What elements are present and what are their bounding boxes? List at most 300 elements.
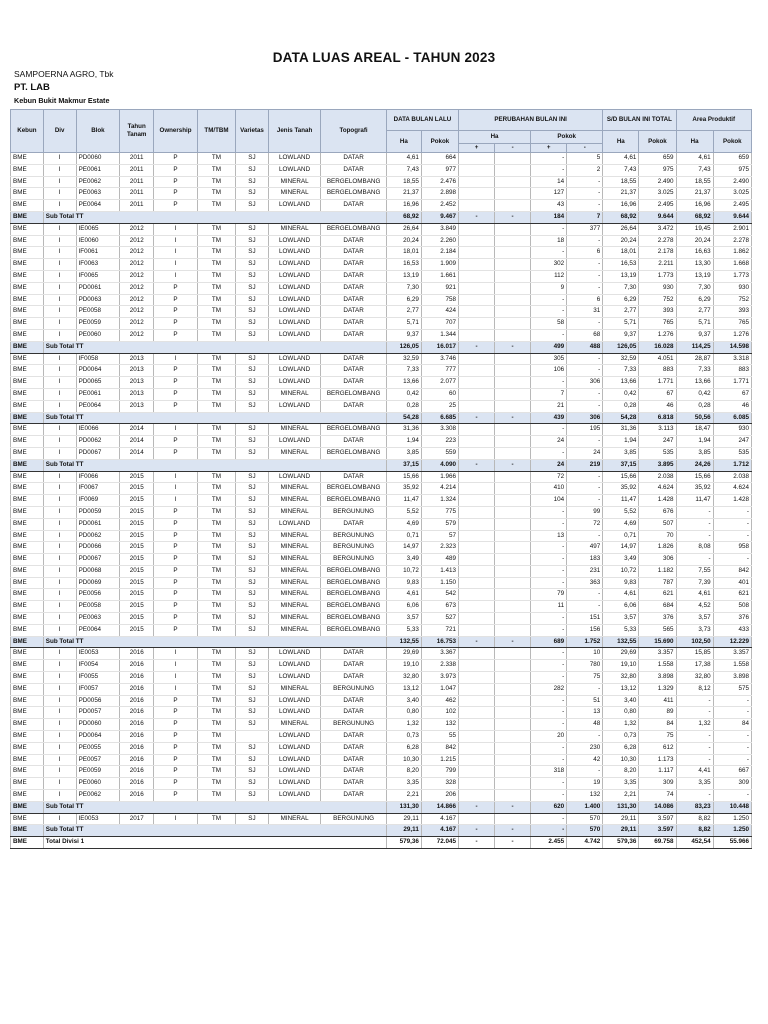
table-cell: 3.597 <box>639 813 676 825</box>
table-cell: 75 <box>639 731 676 743</box>
table-cell: SJ <box>236 388 269 400</box>
table-cell: DATAR <box>321 778 387 790</box>
table-cell: TM <box>197 471 235 483</box>
table-cell: - <box>495 459 531 471</box>
table-cell: 156 <box>567 624 603 636</box>
table-cell: I <box>43 695 76 707</box>
table-cell: P <box>154 778 198 790</box>
table-cell: TM <box>197 200 235 212</box>
table-cell: 4.214 <box>421 483 458 495</box>
table-cell: PE0060 <box>76 778 120 790</box>
table-cell: 2,21 <box>603 790 639 802</box>
table-cell: 4,41 <box>676 766 713 778</box>
table-cell <box>495 707 531 719</box>
table-cell: 20,24 <box>386 235 421 247</box>
table-cell <box>459 648 495 660</box>
table-row <box>11 672 752 684</box>
table-cell: 3,35 <box>386 778 421 790</box>
table-cell <box>495 613 531 625</box>
table-cell: I <box>43 589 76 601</box>
table-cell: I <box>43 495 76 507</box>
table-cell: - <box>531 719 567 731</box>
table-cell: 42 <box>567 754 603 766</box>
table-cell: - <box>459 341 495 353</box>
table-cell: - <box>567 235 603 247</box>
table-cell <box>459 742 495 754</box>
table-cell: 4,69 <box>603 518 639 530</box>
table-cell: - <box>567 400 603 412</box>
table-cell: 72.045 <box>421 837 458 849</box>
subtotal-label: Sub Total TT <box>43 459 386 471</box>
table-cell: 2.495 <box>639 200 676 212</box>
table-cell: I <box>43 294 76 306</box>
table-cell <box>459 589 495 601</box>
table-cell: 58 <box>531 318 567 330</box>
table-cell: 132,55 <box>603 636 639 648</box>
table-cell: 16,53 <box>386 259 421 271</box>
table-cell: LOWLAND <box>268 778 320 790</box>
table-cell: - <box>531 294 567 306</box>
table-cell: TM <box>197 306 235 318</box>
table-cell: P <box>154 400 198 412</box>
table-cell: 10,72 <box>386 565 421 577</box>
table-cell: I <box>43 388 76 400</box>
table-cell: 6,29 <box>676 294 713 306</box>
table-cell <box>236 731 269 743</box>
table-cell: - <box>531 424 567 436</box>
table-cell <box>459 388 495 400</box>
table-row <box>11 153 752 165</box>
table-cell: PE0055 <box>76 742 120 754</box>
table-cell: 579 <box>421 518 458 530</box>
table-cell: I <box>43 719 76 731</box>
table-cell: - <box>567 471 603 483</box>
table-cell: DATAR <box>321 153 387 165</box>
table-cell: 1.173 <box>639 754 676 766</box>
table-cell: DATAR <box>321 660 387 672</box>
table-cell: 1.047 <box>421 683 458 695</box>
table-cell: - <box>676 754 713 766</box>
table-cell: - <box>531 518 567 530</box>
table-cell: SJ <box>236 672 269 684</box>
table-cell: DATAR <box>321 754 387 766</box>
table-cell <box>459 495 495 507</box>
table-cell: - <box>495 211 531 223</box>
table-cell: 0,80 <box>603 707 639 719</box>
table-cell: 883 <box>713 365 751 377</box>
table-cell: - <box>531 672 567 684</box>
table-cell: 559 <box>421 447 458 459</box>
table-cell: 1.862 <box>713 247 751 259</box>
table-cell: I <box>43 648 76 660</box>
table-cell: 247 <box>713 436 751 448</box>
table-cell: 673 <box>421 601 458 613</box>
table-cell: - <box>713 790 751 802</box>
table-cell: 1.773 <box>639 270 676 282</box>
table-cell: 16,96 <box>603 200 639 212</box>
table-cell: 2015 <box>120 589 154 601</box>
table-row <box>11 306 752 318</box>
table-cell: I <box>43 400 76 412</box>
table-cell <box>495 294 531 306</box>
table-cell <box>459 613 495 625</box>
table-cell: 376 <box>639 613 676 625</box>
table-cell: 2012 <box>120 270 154 282</box>
table-cell: I <box>154 495 198 507</box>
table-cell: 2016 <box>120 778 154 790</box>
table-cell: TM <box>197 742 235 754</box>
table-cell: 2013 <box>120 353 154 365</box>
table-cell: TM <box>197 778 235 790</box>
table-cell: DATAR <box>321 329 387 341</box>
table-cell <box>495 495 531 507</box>
table-cell <box>459 365 495 377</box>
table-cell: 6.085 <box>713 412 751 424</box>
table-cell: 1.826 <box>639 542 676 554</box>
table-cell: 10,72 <box>603 565 639 577</box>
table-cell: 11 <box>531 601 567 613</box>
table-cell: 508 <box>713 601 751 613</box>
table-cell: IE0066 <box>76 424 120 436</box>
table-cell: 7,30 <box>386 282 421 294</box>
table-cell: - <box>531 813 567 825</box>
table-cell: SJ <box>236 542 269 554</box>
table-cell: SJ <box>236 200 269 212</box>
table-cell <box>459 683 495 695</box>
table-cell: 13,66 <box>603 377 639 389</box>
table-cell: - <box>567 436 603 448</box>
table-cell: 1.215 <box>421 754 458 766</box>
table-cell: - <box>567 483 603 495</box>
col-blok: Blok <box>76 110 120 153</box>
table-cell: 799 <box>421 766 458 778</box>
table-cell <box>495 377 531 389</box>
table-cell: 19,45 <box>676 223 713 235</box>
table-cell: PE0061 <box>76 164 120 176</box>
table-cell: BME <box>11 660 44 672</box>
table-cell: MINERAL <box>268 719 320 731</box>
table-cell: SJ <box>236 164 269 176</box>
table-cell <box>459 624 495 636</box>
table-cell: I <box>43 200 76 212</box>
table-cell: LOWLAND <box>268 365 320 377</box>
table-cell: P <box>154 766 198 778</box>
table-cell: - <box>531 613 567 625</box>
table-cell: SJ <box>236 624 269 636</box>
table-cell: BME <box>11 365 44 377</box>
table-row <box>11 388 752 400</box>
table-cell: TM <box>197 436 235 448</box>
table-cell: TM <box>197 294 235 306</box>
table-cell: BME <box>11 270 44 282</box>
table-cell: BME <box>11 436 44 448</box>
table-cell: 842 <box>713 565 751 577</box>
table-cell: 127 <box>531 188 567 200</box>
table-cell: BME <box>11 471 44 483</box>
table-cell: I <box>43 731 76 743</box>
table-cell: LOWLAND <box>268 660 320 672</box>
table-cell: I <box>154 270 198 282</box>
table-cell: TM <box>197 589 235 601</box>
table-cell: 3.025 <box>713 188 751 200</box>
table-cell <box>495 742 531 754</box>
table-cell: 2011 <box>120 188 154 200</box>
company-name: SAMPOERNA AGRO, Tbk <box>14 69 114 79</box>
table-cell <box>459 672 495 684</box>
table-row <box>11 176 752 188</box>
table-cell: 0,42 <box>386 388 421 400</box>
table-cell: TM <box>197 329 235 341</box>
table-cell: - <box>495 412 531 424</box>
table-cell: 102 <box>421 707 458 719</box>
group-perubahan-bulan-ini: PERUBAHAN BULAN INI <box>459 110 603 131</box>
table-cell: BERGELOMBANG <box>321 577 387 589</box>
table-cell: 921 <box>421 282 458 294</box>
table-cell: 930 <box>713 282 751 294</box>
table-cell: 18,55 <box>603 176 639 188</box>
table-cell <box>495 530 531 542</box>
table-cell: 3.849 <box>421 223 458 235</box>
table-cell: 4.742 <box>567 837 603 849</box>
table-cell: 958 <box>713 542 751 554</box>
table-cell: 3,49 <box>386 554 421 566</box>
table-cell <box>495 766 531 778</box>
table-cell: SJ <box>236 353 269 365</box>
table-cell: P <box>154 565 198 577</box>
table-cell: 2016 <box>120 766 154 778</box>
table-cell: 16.017 <box>421 341 458 353</box>
table-cell: LOWLAND <box>268 306 320 318</box>
table-cell <box>495 542 531 554</box>
table-cell: LOWLAND <box>268 518 320 530</box>
table-cell: 20,24 <box>603 235 639 247</box>
table-cell: - <box>567 601 603 613</box>
table-cell: 46 <box>639 400 676 412</box>
table-cell: PD0059 <box>76 506 120 518</box>
table-cell: 411 <box>639 695 676 707</box>
table-cell <box>459 530 495 542</box>
table-cell: BERGELOMBANG <box>321 601 387 613</box>
table-cell: TM <box>197 695 235 707</box>
table-cell: 0,71 <box>386 530 421 542</box>
table-cell: I <box>43 259 76 271</box>
table-cell: BERGELOMBANG <box>321 424 387 436</box>
table-cell: TM <box>197 683 235 695</box>
table-cell: I <box>43 188 76 200</box>
table-cell: TM <box>197 754 235 766</box>
table-cell: MINERAL <box>268 589 320 601</box>
table-cell: - <box>567 188 603 200</box>
table-cell: 230 <box>567 742 603 754</box>
subtotal-row <box>11 211 752 223</box>
table-cell: BME <box>11 601 44 613</box>
table-cell: PE0064 <box>76 400 120 412</box>
table-cell <box>459 754 495 766</box>
table-cell: 565 <box>639 624 676 636</box>
table-cell: 16,96 <box>676 200 713 212</box>
table-cell: 67 <box>639 388 676 400</box>
table-cell: 3.898 <box>713 672 751 684</box>
table-cell: 57 <box>421 530 458 542</box>
table-cell: 132 <box>567 790 603 802</box>
table-cell: 112 <box>531 270 567 282</box>
table-cell: 0,73 <box>603 731 639 743</box>
table-cell: BME <box>11 589 44 601</box>
table-cell: 5,71 <box>603 318 639 330</box>
table-cell: 2012 <box>120 223 154 235</box>
table-cell <box>495 365 531 377</box>
table-cell: P <box>154 601 198 613</box>
table-cell: DATAR <box>321 436 387 448</box>
table-cell: 765 <box>639 318 676 330</box>
table-cell: 195 <box>567 424 603 436</box>
table-cell <box>495 247 531 259</box>
table-cell: 3.472 <box>639 223 676 235</box>
table-cell: 507 <box>639 518 676 530</box>
col-pokok-plus: + <box>531 144 567 153</box>
table-cell: - <box>531 565 567 577</box>
table-cell: 131,30 <box>603 801 639 813</box>
table-cell: BME <box>11 188 44 200</box>
table-cell: 2012 <box>120 259 154 271</box>
table-cell: - <box>676 742 713 754</box>
table-cell: PE0061 <box>76 388 120 400</box>
table-cell: TM <box>197 164 235 176</box>
table-cell: 10 <box>567 648 603 660</box>
table-cell: BME <box>11 306 44 318</box>
table-cell: - <box>567 766 603 778</box>
table-cell: LOWLAND <box>268 200 320 212</box>
table-cell <box>459 164 495 176</box>
table-cell <box>459 400 495 412</box>
table-row <box>11 259 752 271</box>
table-cell: PD0067 <box>76 554 120 566</box>
table-cell: 29,69 <box>386 648 421 660</box>
table-cell <box>495 436 531 448</box>
table-cell: TM <box>197 766 235 778</box>
table-cell: - <box>495 801 531 813</box>
table-cell: TM <box>197 223 235 235</box>
table-cell: 3.746 <box>421 353 458 365</box>
table-cell: 99 <box>567 506 603 518</box>
col-produktif-ha: Ha <box>676 131 713 153</box>
table-cell: SJ <box>236 554 269 566</box>
table-cell: I <box>154 471 198 483</box>
table-cell: SJ <box>236 400 269 412</box>
table-cell: 75 <box>567 672 603 684</box>
table-cell: BME <box>11 294 44 306</box>
table-cell: I <box>43 601 76 613</box>
table-cell: 2013 <box>120 377 154 389</box>
table-cell: P <box>154 294 198 306</box>
table-cell: I <box>154 247 198 259</box>
table-cell: 4,61 <box>676 589 713 601</box>
table-cell: 7,39 <box>676 577 713 589</box>
table-cell: - <box>531 506 567 518</box>
table-cell: P <box>154 329 198 341</box>
table-cell: BME <box>11 388 44 400</box>
table-cell <box>495 388 531 400</box>
table-cell: DATAR <box>321 365 387 377</box>
table-cell: 2017 <box>120 813 154 825</box>
table-cell: TM <box>197 530 235 542</box>
table-cell: SJ <box>236 424 269 436</box>
table-cell: - <box>676 554 713 566</box>
table-cell: 2,77 <box>386 306 421 318</box>
table-cell: PD0061 <box>76 282 120 294</box>
table-row <box>11 601 752 613</box>
table-cell: 1.413 <box>421 565 458 577</box>
pt-name: PT. LAB <box>14 82 50 93</box>
table-row <box>11 613 752 625</box>
table-row <box>11 530 752 542</box>
table-cell: 2.338 <box>421 660 458 672</box>
table-cell: BME <box>11 518 44 530</box>
table-cell: P <box>154 719 198 731</box>
table-row <box>11 200 752 212</box>
table-cell: 79 <box>531 589 567 601</box>
table-cell: PE0062 <box>76 176 120 188</box>
table-cell: - <box>531 377 567 389</box>
table-cell: I <box>43 518 76 530</box>
table-cell: P <box>154 742 198 754</box>
table-cell: BERGELOMBANG <box>321 624 387 636</box>
table-cell: PD0057 <box>76 707 120 719</box>
table-cell: 60 <box>421 388 458 400</box>
table-cell: LOWLAND <box>268 247 320 259</box>
table-cell <box>495 282 531 294</box>
table-cell: SJ <box>236 188 269 200</box>
table-cell <box>459 436 495 448</box>
table-cell: - <box>567 176 603 188</box>
table-cell: PE0063 <box>76 613 120 625</box>
table-cell: DATAR <box>321 400 387 412</box>
table-cell: - <box>567 270 603 282</box>
table-cell: BME <box>11 176 44 188</box>
table-cell: 4.051 <box>639 353 676 365</box>
table-cell: IE0060 <box>76 235 120 247</box>
table-cell <box>459 542 495 554</box>
table-cell: 3.318 <box>713 353 751 365</box>
table-row <box>11 778 752 790</box>
table-cell: P <box>154 200 198 212</box>
table-cell: 231 <box>567 565 603 577</box>
table-cell: 29,11 <box>386 813 421 825</box>
table-cell: DATAR <box>321 695 387 707</box>
table-cell: LOWLAND <box>268 153 320 165</box>
table-cell: SJ <box>236 813 269 825</box>
table-cell: I <box>43 306 76 318</box>
table-cell: 7 <box>531 388 567 400</box>
table-cell: 309 <box>639 778 676 790</box>
table-cell: 19,10 <box>386 660 421 672</box>
table-cell: - <box>459 801 495 813</box>
table-row <box>11 624 752 636</box>
table-cell: - <box>531 825 567 837</box>
table-cell: SJ <box>236 247 269 259</box>
table-cell: 2.476 <box>421 176 458 188</box>
table-cell: 3.597 <box>639 825 676 837</box>
table-cell: 3,40 <box>603 695 639 707</box>
table-cell: - <box>567 282 603 294</box>
table-cell: BME <box>11 318 44 330</box>
table-cell: SJ <box>236 754 269 766</box>
table-cell: IF0069 <box>76 495 120 507</box>
table-cell: 72 <box>531 471 567 483</box>
table-cell: BME <box>11 683 44 695</box>
table-cell: 18,55 <box>386 176 421 188</box>
table-cell <box>459 247 495 259</box>
